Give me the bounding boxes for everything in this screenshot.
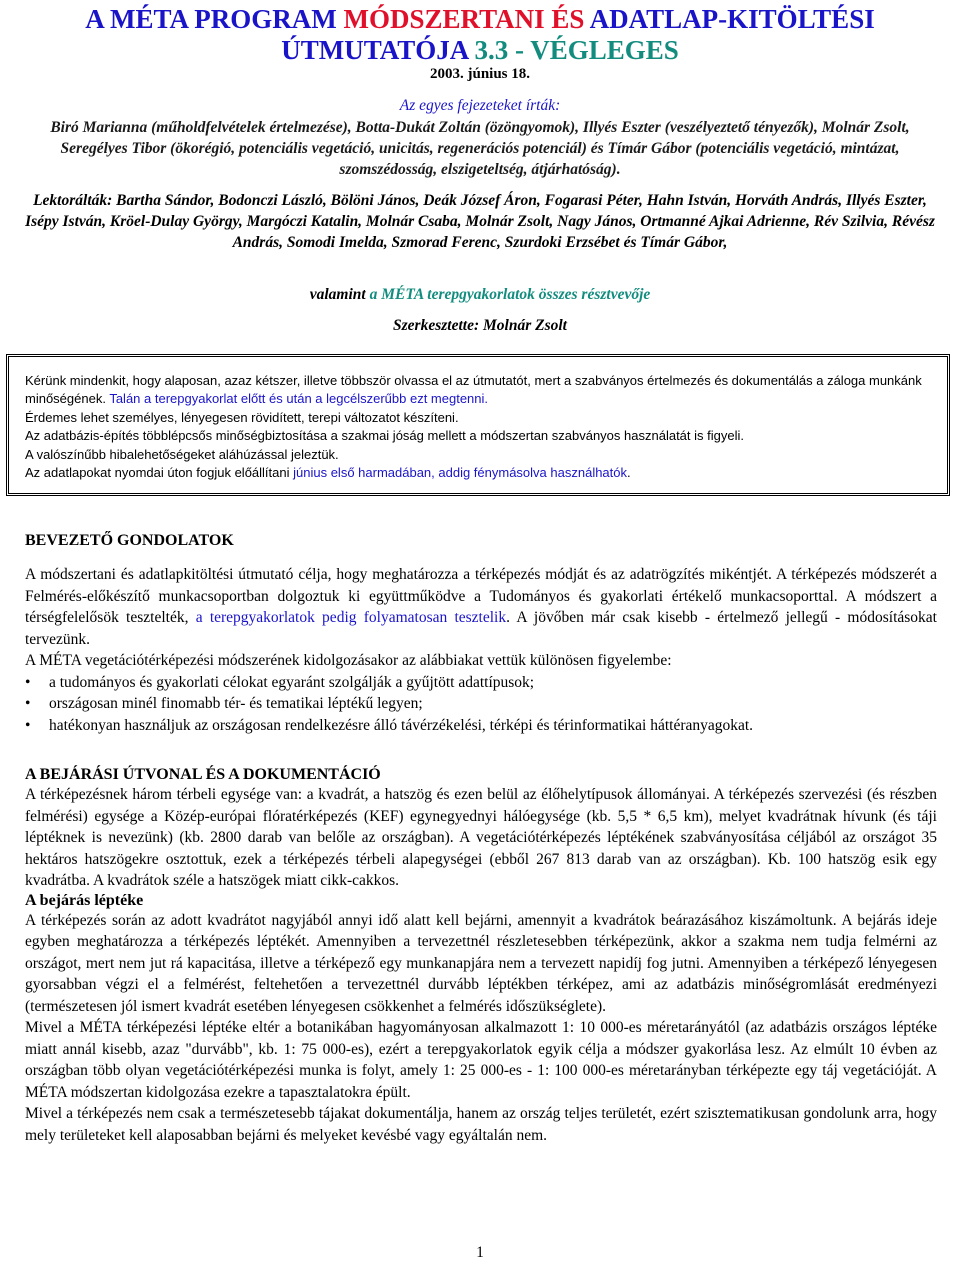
intro-bullet-list [25,672,937,737]
notice-line-3: Az adatbázis-építés többlépcsős minőségbiztosítása a szakmai jóság mellett a módszertan szabványos használatát is figyeli. [25,428,744,444]
editor-line: Szerkesztette: Molnár Zsolt [393,317,567,334]
authors-list: Biró Marianna (műholdfelvételek értelmezése), Botta-Dukát Zoltán (özöngyomok), Illyés Eszter (veszélyeztető tényezők), Molnár Zsolt, Seregélyes Tibor (ökorégió, potenciális vegetáció, unicitás, regenerációs potenciál) és Tímár Gábor (potenciális vegetáció, mintázat, szomszédosság, elszigeteltség, átjárhatóság). [50,119,910,178]
lectors-list: Lektorálták: Bartha Sándor, Bodonczi László, Bölöni János, Deák József Áron, Fogarasi Péter, Hahn István, Horváth András, Illyés Eszter, Isépy István, Kröel-Dulay György, Margóczi Katalin, Molnár Csaba, Molnár Zsolt, Nagy János, Ortmanné Ajkai Adrienne, Rév Szilvia, Révész András, Somodi Imelda, Szmorad Ferenc, Szurdoki Erzsébet és Tímár Gábor, [25,192,935,251]
route-paragraph-2: A térképezés során az adott kvadrátot nagyjából annyi idő alatt kell bejárni, amennyit a kvadrátok beárazásához kiszámoltunk. A bejárás ideje egyben meghatározza a térképezés léptékét. Amennyiben a tervezettnél részletesebben térképezünk, akkor a szakma nem tudja felmérni az országot, mert nem jut rá kapacitása, illetve a térképező egy munkanapjára nem a tervezett napidíj fog jutni. Amennyiben a térképező lényegesen gyorsabban végzi el a felmérést, feltehetően a tervezettnél durvább léptékben térképez, ami az adatbázis minőségromlását eredményezi (természetesen jól ismert kvadrát esetében lényegesen csökkenhet a felmérés időszükséglete). [25,911,937,1015]
route-section [25,766,937,1146]
page-number: 1 [476,1244,484,1261]
list-item-text: országosan minél finomabb tér- és tematikai léptékű legyen; [49,695,423,712]
route-heading: A BEJÁRÁSI ÚTVONAL ÉS A DOKUMENTÁCIÓ [25,766,381,783]
notice-line-5b: június első harmadában, addig fénymásolva használhatók [293,465,628,481]
document-date: 2003. június 18. [429,66,531,82]
notice-line-1a: Kérünk mindenkit, hogy alaposan, azaz kétszer, illetve többször olvassa el az útmutatót, mert a szabványos értelmezés és dokumentálás a záloga munkánk minőségének. [25,373,922,407]
intro-section [25,532,937,736]
route-paragraph-3: Mivel a MÉTA térképezési léptéke eltér a botanikában hagyományosan alkalmazott 1: 10 000-es méretarányától (az adatbázis országos léptéke miatt annál kisebb, azaz "durvább", kb. 1: 75 000-es), ezért a terepgyakorlatok egyik célja a módszer gyakorlása lesz. Az elmúlt 10 évben az országban több olyan vegetációtérképezési munka is folyt, amely 1: 25 000-es - 1: 100 000-es méretarányban térképezte egy táj vegetációját. A MÉTA módszertan kidolgozása ezekre a tapasztalatokra épült. [25,1019,937,1101]
intro-heading: BEVEZETŐ GONDOLATOK [25,532,234,549]
title-part-method: MÓDSZERTANI ÉS [343,4,585,34]
participants-highlight: a MÉTA terepgyakorlatok összes résztvevője [369,286,651,303]
notice-line-1b: Talán a terepgyakorlat előtt és után a legcélszerűbb ezt megtenni. [109,391,489,407]
intro-paragraph-1 [25,564,937,650]
notice-line-5a: Az adatlapokat nyomdai úton fogjuk előállítani [25,465,294,481]
intro-p1a: A módszertani és adatlapkitöltési útmutató célja, hogy meghatározza a térképezés módját és az adatrögzítés mikéntjét. A térképezés módszerét a Felmérés-előkészítő munkacsoportban dolgoztuk ki együttműködve a Tudományos és gyakorlati értékelő munkacsoporttal. A módszert a térségfelelősök tesztelték, [25,566,937,626]
title-part-version: 3.3 - VÉGLEGES [474,35,679,65]
list-item [25,715,937,737]
intro-p1b: a terepgyakorlatok pedig folyamatosan tesztelik [195,609,507,626]
participants-prefix: valamint [309,286,370,303]
intro-paragraph-2: A MÉTA vegetációtérképezési módszerének kidolgozásakor az alábbiakat vettük különösen figyelembe: [25,652,672,669]
intro-p1c: . A jövőben már csak kisebb - értelmező jellegű - módosításokat tervezünk. [25,609,937,648]
list-item-text: hatékonyan használjuk az országosan rendelkezésre álló távérzékelési, térképi és térinformatikai háttéranyagokat. [49,716,754,734]
route-paragraph-4: Mivel a térképezés nem csak a természetesebb tájakat dokumentálja, hanem az ország teljes területét, ezért szisztematikusan gondolunk arra, hogy mely területeket kell alaposabban bejárni és melyeket kevésbé vagy egyáltalán nem. [25,1105,937,1144]
route-paragraph-1: A térképezésnek három térbeli egysége van: a kvadrát, a hatszög és ezen belül az élőhelytípusok állományai. A térképezés szervezési (és részben felmérési) egysége a Közép-európai flóratérképezés (KEF) egynegyednyi hálóegysége (kb. 5,5 * 6,5 km), melyet kvadrátnak hívunk (és táji léptéknek is nevezünk) (kb. 2800 darab van belőle az országban). A vegetációtérképezés léptékének szabványosítása céljából az országot 35 hektáros hatszögekre osztottuk, ezek a térképezés térbeli alapegységei (ebből 267 813 darab van az országban). Kb. 100 hatszög esik egy kvadrátba. A kvadrátok széle a hatszögek miatt cikk-cakkos. [25,786,937,889]
notice-line-5c: . [627,465,631,481]
list-item [25,693,937,715]
notice-line-4: A valószínűbb hibalehetőségeket aláhúzással jeleztük. [25,446,339,462]
list-item-text: a tudományos és gyakorlati célokat egyaránt szolgálják a gyűjtött adattípusok; [49,673,535,691]
notice-box [25,372,935,482]
participants-line [0,286,960,304]
authors-heading: Az egyes fejezeteket írták: [399,97,561,114]
bullet-icon: • [25,695,31,712]
document-title [30,4,930,66]
bullet-icon: • [25,673,31,691]
list-item [25,672,937,694]
notice-line-5 [25,464,935,482]
title-part-program: A MÉTA PROGRAM [85,4,344,34]
route-subheading: A bejárás léptéke [25,891,144,909]
notice-line-1 [25,372,935,409]
notice-line-2: Érdemes lehet személyes, lényegesen rövidített, terepi változatot készíteni. [25,409,459,425]
title-part-guide: ADATLAP-KITÖLTÉSI ÚTMUTATÓJA [281,4,875,65]
bullet-icon: • [25,716,31,734]
